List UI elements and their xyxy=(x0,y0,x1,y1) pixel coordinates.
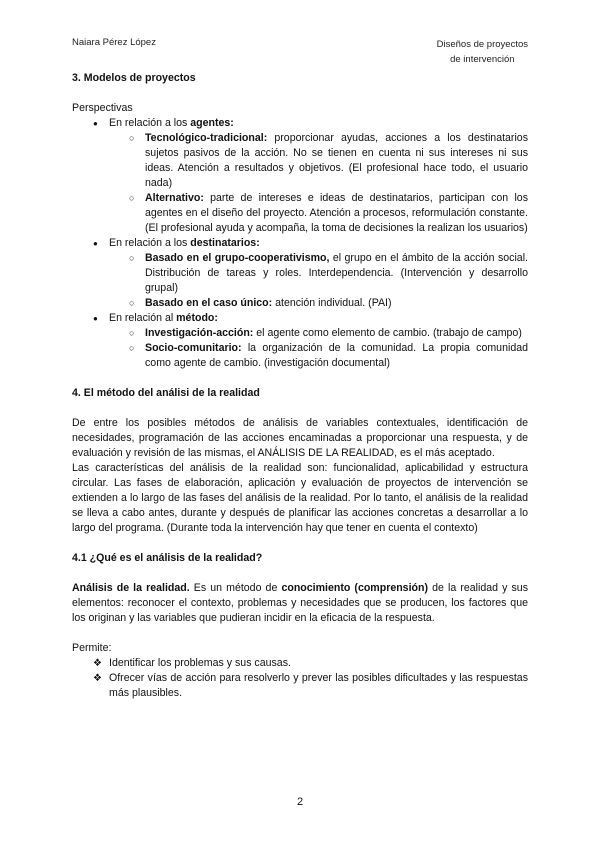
list-item-caso-unico: ○ Basado en el caso único: atención individual. (PAI) xyxy=(72,296,528,311)
section-4-1-title: 4.1 ¿Qué es el análisis de la realidad? xyxy=(72,552,263,564)
list-item-alternativo: ○ Alternativo: parte de intereses e ideas de destinatarios, participan con los agentes en el diseño del proyecto. Atención a procesos, reformulación constante. (El profesional ayuda y acompaña, la toma de decisiones la realizan los usuarios) xyxy=(72,191,528,236)
section-4-title: 4. El método del análisi de la realidad xyxy=(72,387,260,399)
list-item-tecnologico: ○ Tecnológico-tradicional: proporcionar ayudas, acciones a los destinatarios sujetos pasivos de la acción. No se tienen en cuenta ni sus intereses ni sus ideas. Atención a resultados y objetivos. (El profesional hace todo, el usuario nada) xyxy=(72,131,528,191)
header-author: Naiara Pérez López xyxy=(72,37,156,48)
section-3-title: 3. Modelos de proyectos xyxy=(72,72,196,84)
header-course-line2: de intervención xyxy=(450,54,515,65)
definition-paragraph: Análisis de la realidad. Es un método de conocimiento (comprensión) de la realidad y sus elementos: reconocer el contexto, problemas y necesidades que se producen, los factores que los originan y las variables que pudieran incidir en la eficacia de la respuesta. xyxy=(72,582,528,624)
list-item: ❖ Ofrecer vías de acción para resolverlo y prever las posibles dificultades y las respuestas más plausibles. xyxy=(72,671,528,701)
list-item-destinatarios: ● En relación a los destinatarios: xyxy=(72,236,528,251)
page-number: 2 xyxy=(296,796,304,808)
permite-list xyxy=(72,656,528,701)
header-course xyxy=(437,37,528,67)
list-item-investigacion: ○ Investigación-acción: el agente como elemento de cambio. (trabajo de campo) xyxy=(72,326,528,341)
page-body xyxy=(72,71,528,701)
section-4-paragraph-2: Las características del análisis de la realidad son: funcionalidad, aplicabilidad y estructura circular. Las fases de elaboración, aplicación y evaluación de proyectos de intervención se extienden a lo largo de las fases del análisis de la realidad. Por lo tanto, el análisis de la realidad se lleva a cabo antes, durante y después de planificar las acciones concretas a desarrollar a lo largo del programa. (Durante toda la intervención hay que tener en cuenta el contexto) xyxy=(72,462,528,534)
header-course-line1: Diseños de proyectos xyxy=(436,39,528,50)
section-4-paragraph-1: De entre los posibles métodos de análisis de variables contextuales, identificación de necesidades, programación de las acciones encaminadas a proporcionar una respuesta, y de evaluación y revisión de las mismas, el ANÁLISIS DE LA REALIDAD, es el más aceptado. xyxy=(72,417,528,459)
list-item-socio: ○ Socio-comunitario: la organización de la comunidad. La propia comunidad como agente de cambio. (investigación documental) xyxy=(72,341,528,371)
perspectivas-label: Perspectivas xyxy=(72,102,133,114)
list-item: ❖ Identificar los problemas y sus causas. xyxy=(72,656,528,671)
list-item-grupo: ○ Basado en el grupo-cooperativismo, el grupo en el ámbito de la acción social. Distribución de tareas y roles. Interdependencia. (Intervención y desarrollo grupal) xyxy=(72,251,528,296)
list-item-metodo: ● En relación al método: xyxy=(72,311,528,326)
perspectives-list xyxy=(72,116,528,371)
list-item-agentes: ● En relación a los agentes: xyxy=(72,116,528,131)
permite-label: Permite: xyxy=(72,642,112,654)
